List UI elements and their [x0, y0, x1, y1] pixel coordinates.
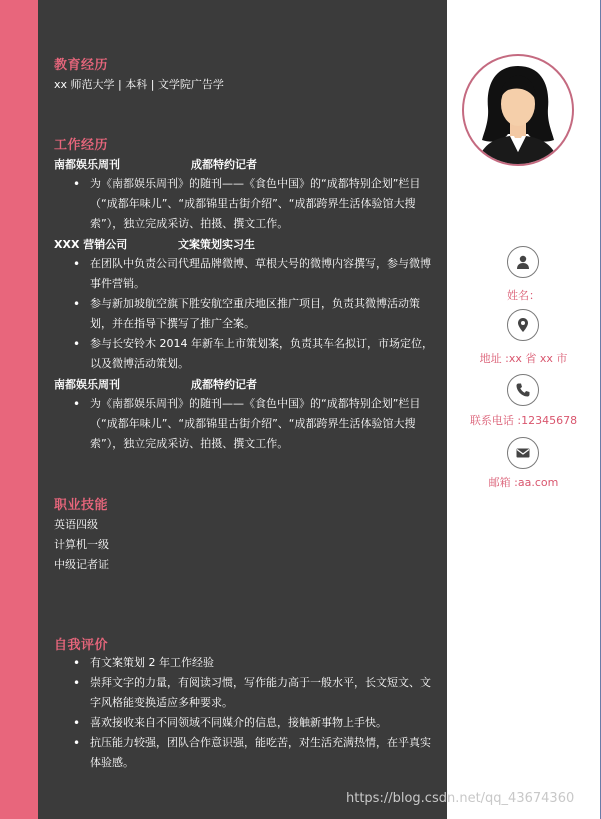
- address-label: 地址 :xx 省 xx 市: [479, 352, 568, 365]
- job-header: [54, 376, 257, 392]
- phone-icon: [507, 374, 539, 406]
- job-bullet: • 参与新加坡航空旗下胜安航空重庆地区推广项目，负责其微博活动策划，并在指导下撰写了推广全案。: [54, 294, 436, 334]
- skill-item: 中级记者证: [54, 558, 109, 571]
- job-bullets: [54, 394, 436, 454]
- avatar-illustration: [464, 56, 572, 164]
- job-company: 南都娱乐周刊: [54, 378, 120, 391]
- job-bullet: • 为《南都娱乐周刊》的随刊——《食色中国》的“成都特别企划”栏目（“成都年味儿”、“成都锦里古街介绍”、“成都跨界生活体验馆大搜索”），独立完成采访、拍摄、撰文工作。: [54, 174, 436, 234]
- job-company: XXX 营销公司: [54, 238, 128, 251]
- accent-bar: [0, 0, 38, 819]
- phone-label: 联系电话 :12345678: [469, 414, 578, 427]
- job-header: [54, 156, 257, 172]
- self-eval-title: 自我评价: [54, 638, 109, 653]
- education-line: xx 师范大学 | 本科 | 文学院广告学: [54, 78, 224, 91]
- self-eval-bullet: • 有文案策划 2 年工作经验: [54, 653, 436, 673]
- job-bullet: • 为《南都娱乐周刊》的随刊——《食色中国》的“成都特别企划”栏目（“成都年味儿”、“成都锦里古街介绍”、“成都跨界生活体验馆大搜索”），独立完成采访、拍摄、撰文工作。: [54, 394, 436, 454]
- avatar: [462, 54, 574, 166]
- job-bullets: [54, 174, 436, 234]
- email-label: 邮箱 :aa.com: [488, 476, 559, 489]
- skills-title: 职业技能: [54, 498, 109, 513]
- location-icon: [507, 309, 539, 341]
- self-eval-bullet: • 抗压能力较强，团队合作意识强，能吃苦，对生活充满热情，在乎真实体验感。: [54, 733, 436, 773]
- skill-item: 计算机一级: [54, 538, 109, 551]
- self-eval-bullet: • 崇拜文字的力量，有阅读习惯，写作能力高于一般水平，长文短文、文字风格能变换适应多种要求。: [54, 673, 436, 713]
- mail-icon: [507, 437, 539, 469]
- education-title: 教育经历: [54, 58, 109, 73]
- person-icon: [507, 246, 539, 278]
- job-company: 南都娱乐周刊: [54, 158, 120, 171]
- job-position: 成都特约记者: [191, 378, 257, 391]
- work-title: 工作经历: [54, 138, 109, 153]
- job-header: [54, 236, 255, 252]
- job-position: 成都特约记者: [191, 158, 257, 171]
- job-position: 文案策划实习生: [178, 238, 255, 251]
- self-eval-bullets: [54, 653, 436, 773]
- self-eval-bullet: • 喜欢接收来自不同领域不同媒介的信息，接触新事物上手快。: [54, 713, 436, 733]
- job-bullets: [54, 254, 436, 374]
- skill-item: 英语四级: [54, 518, 98, 531]
- job-bullet: • 参与长安铃木 2014 年新车上市策划案，负责其车名拟订，市场定位，以及微博活动策划。: [54, 334, 436, 374]
- name-label: 姓名：: [507, 289, 540, 302]
- job-bullet: • 在团队中负责公司代理品牌微博、草根大号的微博内容撰写，参与微博事件营销。: [54, 254, 436, 294]
- watermark: https://blog.csdn.net/qq_43674360: [346, 791, 575, 806]
